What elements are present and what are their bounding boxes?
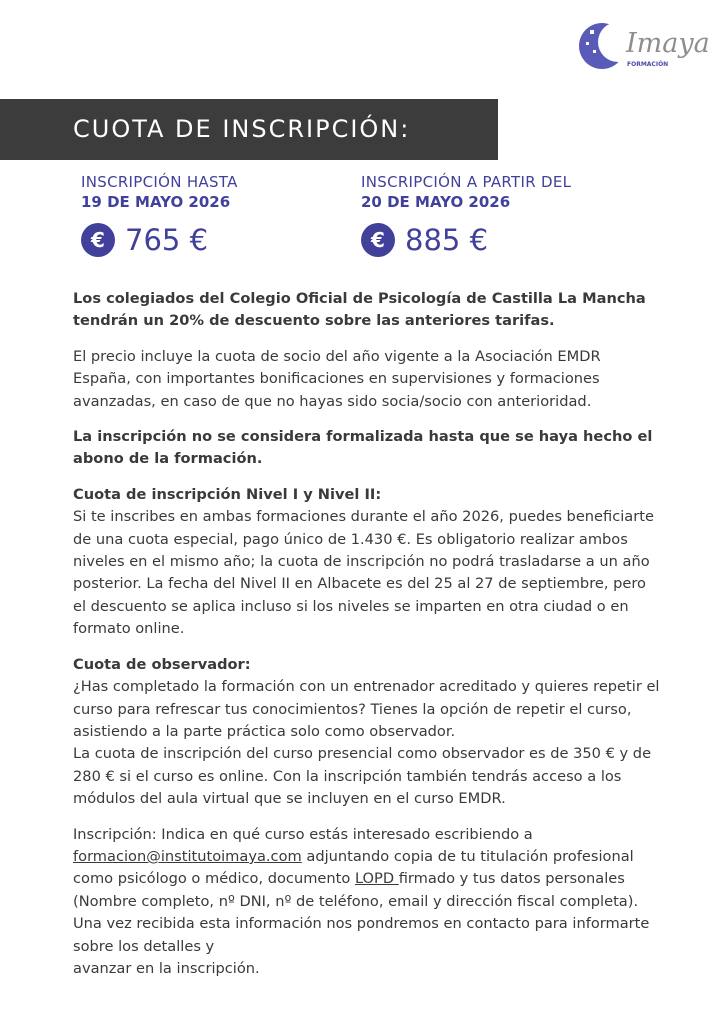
contact-text: avanzar en la inscripción. — [73, 959, 260, 977]
price-label: INSCRIPCIÓN A PARTIR DEL — [361, 173, 572, 191]
euro-icon: € — [361, 223, 395, 257]
contact-section — [73, 824, 663, 981]
contact-text: firmado y tus datos personales (Nombre completo, nº DNI, nº de teléfono, email y dirección fiscal completa). Una vez recibida esta información nos pondremos en contacto para informarte sobre los detalles y — [73, 870, 650, 955]
title-banner — [0, 99, 498, 160]
price-late — [361, 173, 571, 257]
logo-moon-icon — [578, 20, 624, 72]
price-date: 20 DE MAYO 2026 — [361, 193, 511, 211]
price-date: 19 DE MAYO 2026 — [81, 193, 231, 211]
price-early — [81, 173, 238, 257]
logo-wordmark: Imaya — [626, 28, 710, 59]
lopd-link[interactable]: LOPD — [354, 870, 399, 888]
contact-text: Inscripción: Indica en qué curso estás interesado escribiendo a — [73, 825, 533, 843]
levels-text: Si te inscribes en ambas formaciones durante el año 2026, puedes beneficiarte de una cuota especial, pago único de 1.430 €. Es obligatorio realizar ambos niveles en el mismo año; la cuota de inscripción no podrá trasladarse a un año posterior. La fecha del Nivel II en Albacete es del 25 al 27 de septiembre, pero el descuento se aplica incluso si los niveles se imparten en otra ciudad o en formato online. — [73, 508, 654, 638]
email-link[interactable]: formacion@institutoimaya.com — [73, 847, 302, 865]
discount-note: Los colegiados del Colegio Oficial de Psicología de Castilla La Mancha tendrán un 20% de descuento sobre las anteriores tarifas. — [73, 290, 646, 330]
body-text — [73, 288, 663, 993]
includes-note: El precio incluye la cuota de socio del año vigente a la Asociación EMDR España, con importantes bonificaciones en supervisiones y formaciones avanzadas, en caso de que no hayas sido socia/socio con anterioridad. — [73, 347, 601, 410]
logo-subtitle: FORMACIÓN — [627, 61, 669, 68]
observer-text-1: ¿Has completado la formación con un entrenador acreditado y quieres repetir el curso para refrescar tus conocimientos? Tienes la opción de repetir el curso, asistiendo a la parte práctica solo como observador. — [73, 678, 660, 740]
logo — [578, 20, 713, 76]
observer-section — [73, 654, 663, 811]
price-label: INSCRIPCIÓN HASTA — [81, 173, 238, 191]
levels-heading: Cuota de inscripción Nivel I y Nivel II: — [73, 485, 382, 503]
euro-icon: € — [81, 223, 115, 257]
observer-heading: Cuota de observador: — [73, 655, 251, 673]
price-amount: 765 € — [125, 223, 209, 257]
price-amount: 885 € — [405, 223, 489, 257]
levels-section — [73, 484, 663, 641]
formalized-note: La inscripción no se considera formalizada hasta que se haya hecho el abono de la formación. — [73, 428, 653, 468]
contact-text: adjuntando copia de tu titulación profesional como psicólogo o médico, documento — [73, 847, 634, 888]
observer-text-2: La cuota de inscripción del curso presencial como observador es de 350 € y de 280 € si el curso es online. Con la inscripción también tendrás acceso a los módulos del aula virtual que se incluyen en el curso EMDR. — [73, 745, 652, 808]
page-title: CUOTA DE INSCRIPCIÓN: — [73, 115, 411, 143]
